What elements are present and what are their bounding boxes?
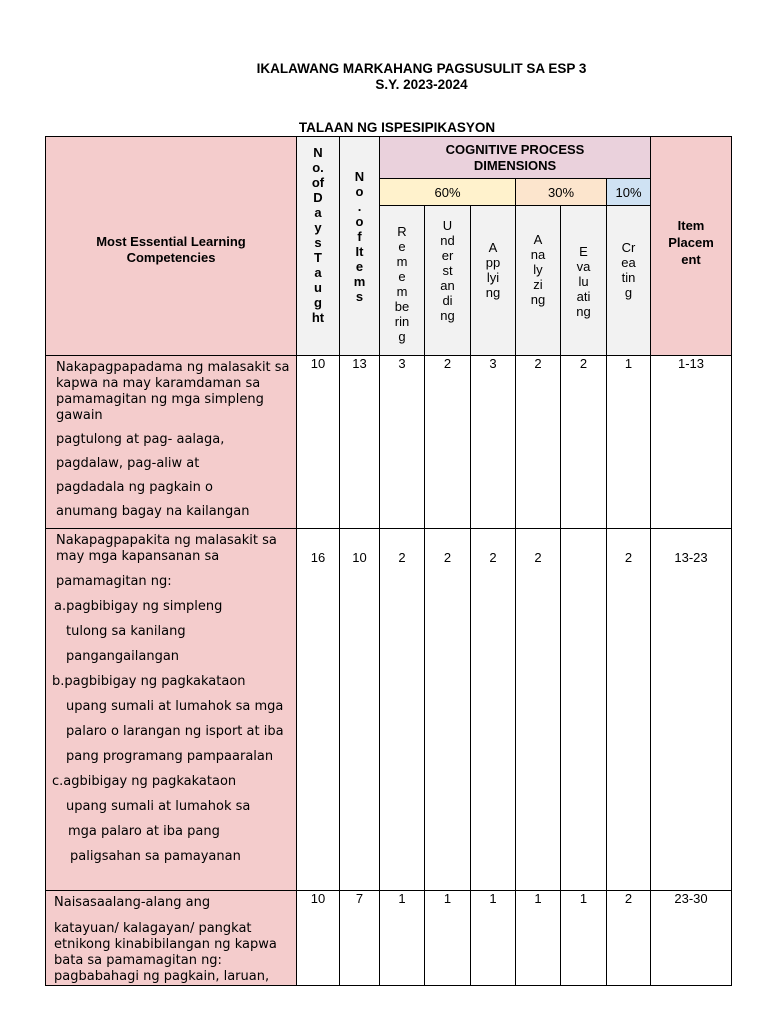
table-row <box>46 356 732 529</box>
remembering-value: 2 <box>398 550 406 565</box>
analyzing-value: 1 <box>534 891 542 906</box>
competencies-header <box>46 137 297 356</box>
competency-line: tulong sa kanilang <box>66 624 186 639</box>
analyzing-label-fragment: ly <box>533 262 543 277</box>
item-placement-label <box>651 217 731 268</box>
placement-cell <box>651 356 732 529</box>
understanding-label-fragment: er <box>441 248 454 263</box>
placement-value: 13-23 <box>674 550 708 565</box>
remembering-label <box>380 224 424 344</box>
understanding-label-fragment: ng <box>440 308 455 323</box>
competency-line: pagdadala ng pagkain o <box>56 480 213 495</box>
analyzing-label-fragment: na <box>530 247 546 262</box>
remembering-cell <box>380 356 425 529</box>
competency-line: pamamagitan ng: <box>56 574 172 589</box>
understanding-value: 1 <box>443 891 452 906</box>
remembering-label-fragment: rin <box>394 314 410 329</box>
applying-label-fragment: ng <box>485 285 501 300</box>
analyzing-cell <box>516 356 561 529</box>
days-taught-label-fragment: of <box>311 175 325 190</box>
placement-value: 23-30 <box>674 891 708 906</box>
days-cell <box>297 356 340 529</box>
days-taught-header <box>297 137 340 356</box>
analyzing-header <box>516 206 561 356</box>
placement-value: 1-13 <box>677 356 705 371</box>
days-taught-label-fragment: ht <box>311 310 325 325</box>
table-row <box>46 529 732 891</box>
number-of-items-label-fragment: m <box>353 274 366 289</box>
analyzing-label-fragment: ng <box>530 292 546 307</box>
creating-label <box>607 240 650 300</box>
days-taught-label-fragment: a <box>314 205 322 220</box>
number-of-items-label-fragment: o <box>355 214 364 229</box>
competency-line: mga palaro at iba pang <box>68 824 220 839</box>
evaluating-label-fragment: lu <box>578 274 589 289</box>
evaluating-label-fragment: ng <box>576 304 591 319</box>
evaluating-cell <box>561 356 607 529</box>
exam-title: IKALAWANG MARKAHANG PAGSUSULIT SA ESP 3 <box>256 61 587 76</box>
days-taught-label-fragment: y <box>314 220 322 235</box>
competency-line: pagdalaw, pag-aliw at <box>56 456 200 471</box>
remembering-header <box>380 206 425 356</box>
number-of-items-header <box>340 137 380 356</box>
creating-label-fragment: ea <box>621 255 636 270</box>
evaluating-label-fragment: ati <box>576 289 591 304</box>
understanding-label-fragment: st <box>442 263 453 278</box>
creating-cell <box>607 356 651 529</box>
pct-30: 30% <box>547 184 575 200</box>
number-of-items-label-fragment: s <box>355 289 364 304</box>
analyzing-value: 2 <box>534 356 542 371</box>
remembering-label-fragment: m <box>396 254 408 269</box>
items-value: 13 <box>352 356 367 371</box>
creating-value: 2 <box>624 891 633 906</box>
days-cell <box>297 529 340 891</box>
understanding-header <box>425 206 471 356</box>
evaluating-value: 2 <box>579 356 588 371</box>
competency-line: bata sa pamamagitan ng: <box>54 953 222 968</box>
applying-value: 1 <box>489 891 497 906</box>
applying-value: 2 <box>489 550 497 565</box>
analyzing-label-fragment: A <box>533 232 543 247</box>
competency-line: may mga kapansanan sa <box>56 549 220 564</box>
remembering-label-fragment: e <box>398 269 406 284</box>
item-placement-label-fragment: Item <box>677 218 705 233</box>
competency-line: pagbabahagi ng pagkain, laruan, <box>54 969 270 984</box>
competency-line: upang sumali at lumahok sa <box>66 799 251 814</box>
items-cell <box>340 356 380 529</box>
applying-value: 3 <box>489 356 497 371</box>
cognitive-dimensions-label: COGNITIVE PROCESS DIMENSIONS <box>445 141 585 173</box>
applying-label-fragment: pp <box>485 255 501 270</box>
evaluating-label <box>561 244 606 319</box>
days-value: 10 <box>310 891 326 906</box>
items-value: 7 <box>355 891 364 906</box>
item-placement-label-fragment: ent <box>681 252 701 267</box>
pct-10: 10% <box>615 184 642 200</box>
days-cell <box>297 891 340 986</box>
evaluating-header <box>561 206 607 356</box>
creating-value: 1 <box>624 356 633 371</box>
number-of-items-label <box>340 169 379 304</box>
creating-value: 2 <box>624 550 633 565</box>
number-of-items-label-fragment: . <box>357 199 362 214</box>
specification-table <box>45 136 732 986</box>
competency-line: b.pagbibigay ng pagkakataon <box>52 674 246 689</box>
days-taught-label-fragment: u <box>314 280 322 295</box>
number-of-items-label-fragment: f <box>357 229 362 244</box>
competency-line: etnikong kinabibilangan ng kapwa <box>54 937 277 952</box>
table-row <box>46 891 732 986</box>
analyzing-value: 2 <box>534 550 542 565</box>
competency-line: c.agbibigay ng pagkakataon <box>52 774 237 789</box>
analyzing-cell <box>516 891 561 986</box>
understanding-value: 2 <box>443 550 452 565</box>
competency-line: Naisasaalang-alang ang <box>54 895 211 910</box>
remembering-value: 1 <box>398 891 406 906</box>
analyzing-label-fragment: zi <box>533 277 543 292</box>
creating-header <box>607 206 651 356</box>
number-of-items-label-fragment: It <box>355 244 364 259</box>
competency-cell <box>46 529 297 891</box>
remembering-label-fragment: g <box>398 329 406 344</box>
competency-line: pagtulong at pag- aalaga, <box>56 432 225 447</box>
pct-30-cell <box>516 179 607 206</box>
days-taught-label-fragment: s <box>314 235 322 250</box>
remembering-label-fragment: e <box>398 239 406 254</box>
creating-label-fragment: Cr <box>621 240 636 255</box>
table-title: TALAAN NG ISPESIPIKASYON <box>298 120 496 135</box>
competency-line: Nakapagpapakita ng malasakit sa <box>56 533 277 548</box>
competency-line: upang sumali at lumahok sa mga <box>66 699 284 714</box>
competency-line: pang programang pampaaralan <box>66 749 274 764</box>
remembering-label-fragment: R <box>397 224 407 239</box>
placement-cell <box>651 529 732 891</box>
days-value: 16 <box>310 550 326 565</box>
number-of-items-label-fragment: o <box>355 184 364 199</box>
items-value: 10 <box>352 550 367 565</box>
days-taught-label-fragment: N <box>313 145 323 160</box>
number-of-items-label-fragment: e <box>355 259 364 274</box>
applying-label <box>471 240 515 300</box>
days-taught-label-fragment: o. <box>312 160 324 175</box>
applying-cell <box>471 356 516 529</box>
pct-60-cell <box>380 179 516 206</box>
evaluating-label-fragment: va <box>576 259 591 274</box>
understanding-cell <box>425 529 471 891</box>
remembering-value: 3 <box>398 356 406 371</box>
creating-cell <box>607 891 651 986</box>
pct-10-cell <box>607 179 651 206</box>
understanding-label-fragment: U <box>442 218 453 233</box>
creating-cell <box>607 529 651 891</box>
competency-line: Nakapagpapadama ng malasakit sa <box>56 360 290 375</box>
competency-line: pangangailangan <box>66 649 180 664</box>
days-taught-label-fragment: T <box>314 250 322 265</box>
analyzing-label <box>516 232 560 307</box>
evaluating-cell <box>561 529 607 891</box>
competency-cell <box>46 891 297 986</box>
understanding-cell <box>425 356 471 529</box>
evaluating-value: 1 <box>579 891 588 906</box>
understanding-cell <box>425 891 471 986</box>
items-cell <box>340 529 380 891</box>
understanding-label-fragment: di <box>442 293 453 308</box>
remembering-label-fragment: m <box>396 284 408 299</box>
competency-line: kapwa na may karamdaman sa <box>56 376 261 391</box>
understanding-label <box>425 218 470 323</box>
items-cell <box>340 891 380 986</box>
evaluating-cell <box>561 891 607 986</box>
remembering-label-fragment: be <box>394 299 410 314</box>
applying-header <box>471 206 516 356</box>
applying-label-fragment: lyi <box>486 270 500 285</box>
competency-line: gawain <box>56 408 103 423</box>
understanding-label-fragment: an <box>440 278 455 293</box>
school-year: S.Y. 2023-2024 <box>375 77 468 92</box>
analyzing-cell <box>516 529 561 891</box>
pct-60: 60% <box>434 184 461 200</box>
remembering-cell <box>380 891 425 986</box>
competency-cell <box>46 356 297 529</box>
days-taught-label <box>297 145 339 325</box>
item-placement-header <box>651 137 732 356</box>
understanding-value: 2 <box>443 356 452 371</box>
competency-line: paligsahan sa pamayanan <box>70 849 241 864</box>
applying-label-fragment: A <box>488 240 498 255</box>
competency-line: pamamagitan ng mga simpleng <box>56 392 264 407</box>
placement-cell <box>651 891 732 986</box>
competency-line: katayuan/ kalagayan/ pangkat <box>54 921 252 936</box>
days-value: 10 <box>310 356 326 371</box>
applying-cell <box>471 529 516 891</box>
item-placement-label-fragment: Placem <box>668 235 714 250</box>
understanding-label-fragment: nd <box>440 233 455 248</box>
remembering-cell <box>380 529 425 891</box>
number-of-items-label-fragment: N <box>354 169 365 184</box>
evaluating-label-fragment: E <box>579 244 588 259</box>
cognitive-dimensions-header <box>380 137 651 179</box>
creating-label-fragment: g <box>624 285 633 300</box>
competencies-header-text: Most Essential Learning Competencies <box>96 234 246 265</box>
days-taught-label-fragment: a <box>314 265 322 280</box>
competency-line: anumang bagay na kailangan <box>56 504 250 519</box>
creating-label-fragment: tin <box>621 270 636 285</box>
days-taught-label-fragment: D <box>313 190 323 205</box>
competency-line: a.pagbibigay ng simpleng <box>54 599 223 614</box>
applying-cell <box>471 891 516 986</box>
days-taught-label-fragment: g <box>314 295 322 310</box>
competency-line: palaro o larangan ng isport at iba <box>66 724 284 739</box>
